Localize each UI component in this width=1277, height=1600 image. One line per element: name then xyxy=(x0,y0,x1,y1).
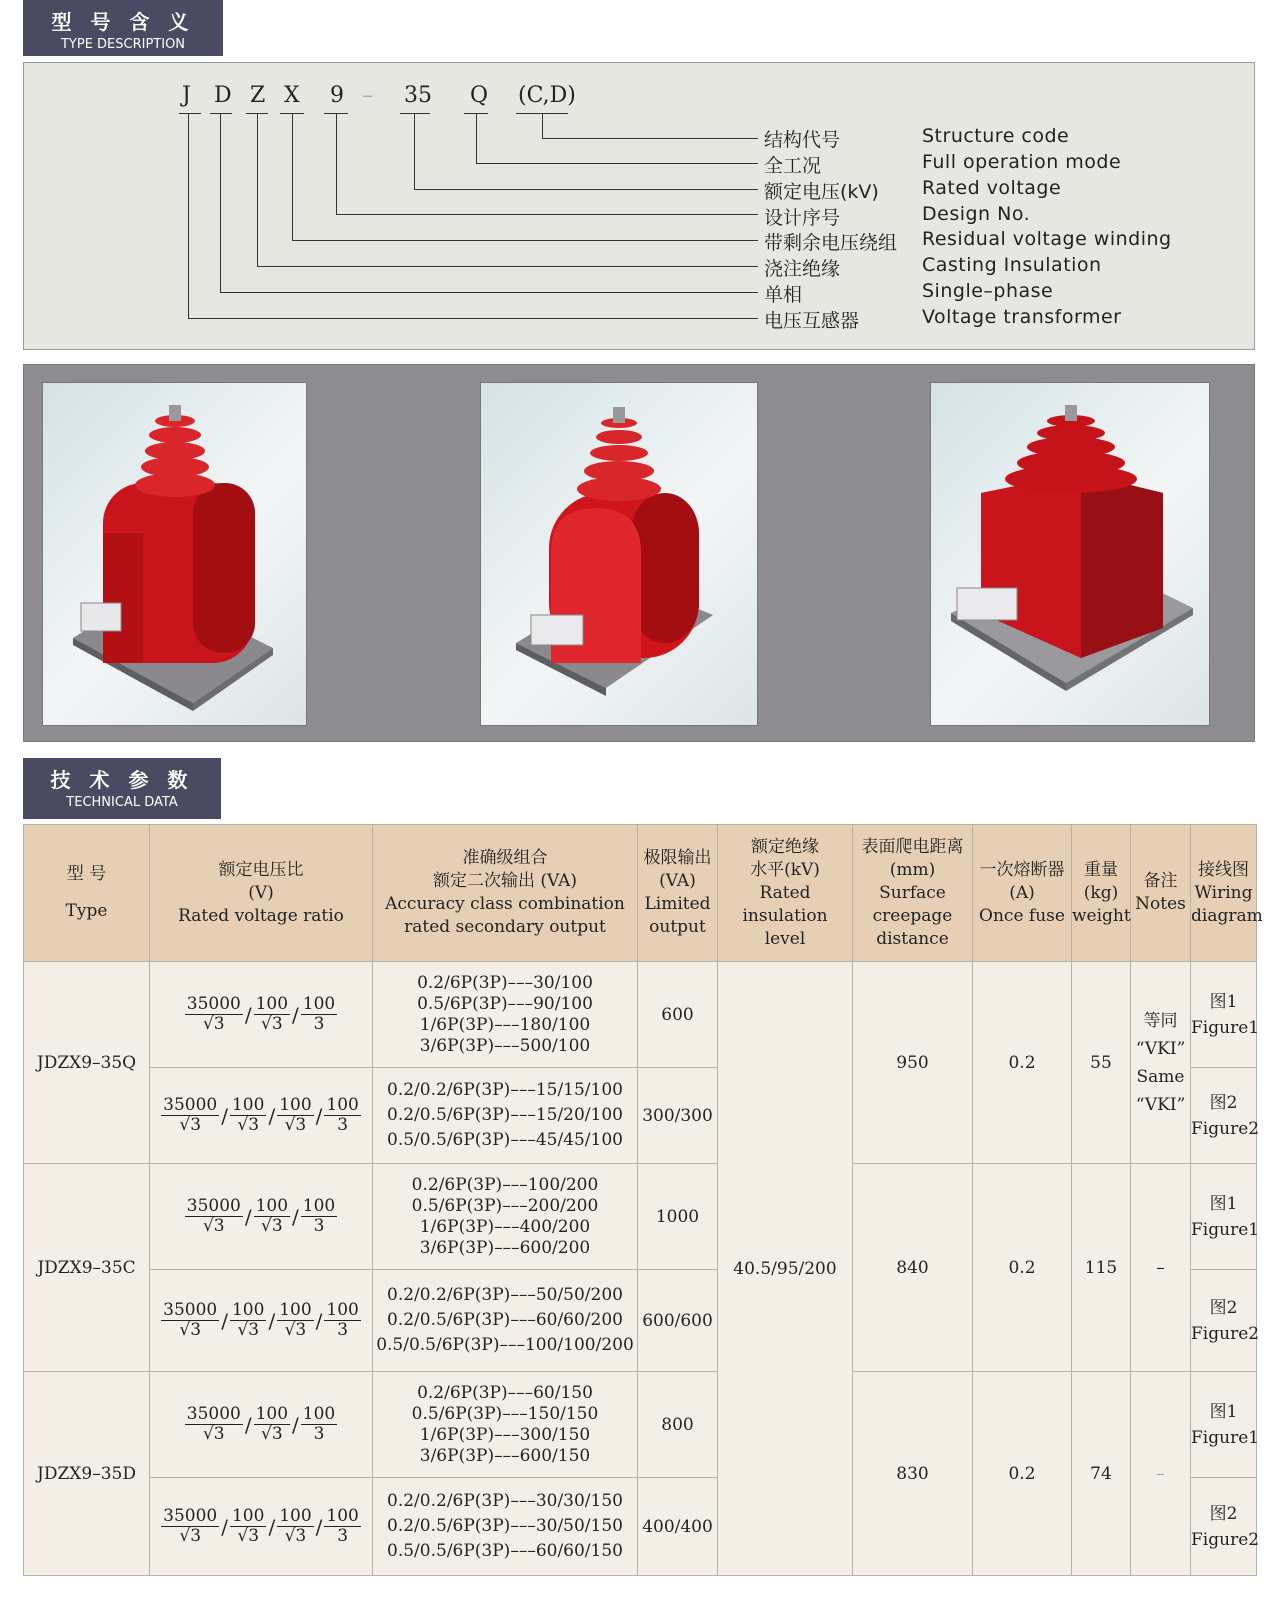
accuracy-cell: 0.2/6P(3P)–––100/200 0.5/6P(3P)–––200/200 1/6P(3P)–––400/200 3/6P(3P)–––600/200 xyxy=(373,1164,638,1270)
insulation-level-cell: 40.5/95/200 xyxy=(718,962,853,1576)
wiring-diagram-link[interactable]: 图1 Figure1 xyxy=(1191,962,1257,1068)
accuracy-cell: 0.2/0.2/6P(3P)–––30/30/150 0.2/0.5/6P(3P)–––30/50/150 0.5/0.5/6P(3P)–––60/60/150 xyxy=(373,1478,638,1576)
code-letter-z: Z xyxy=(250,83,266,108)
limited-output-cell: 1000 xyxy=(638,1164,718,1270)
model-type-cell: JDZX9–35Q xyxy=(24,962,150,1164)
product-photo-c xyxy=(480,382,758,726)
legend-full-operation-cn: 全工况 xyxy=(764,155,822,177)
code-variant-cd: (C,D) xyxy=(518,83,576,108)
ratio-four-term: $\frac{35000}{√3}$ / $\frac{100}{√3}$ / $\frac{100}{√3}$ / $\frac{100}{3}$ xyxy=(150,1478,373,1576)
transformer-d-image xyxy=(931,383,1210,726)
limited-output-cell: 600/600 xyxy=(638,1270,718,1372)
code-letter-j: J xyxy=(182,83,191,108)
code-voltage-35: 35 xyxy=(404,83,432,108)
col-header-weight: 重量 (kg) weight xyxy=(1072,825,1131,962)
legend-single-phase-cn: 单相 xyxy=(764,284,803,306)
type-designation-diagram xyxy=(23,62,1255,350)
type-description-title-cn: 型 号 含 义 xyxy=(51,10,195,34)
limited-output-cell: 400/400 xyxy=(638,1478,718,1576)
notes-cell: – xyxy=(1131,1164,1191,1372)
technical-data-header xyxy=(23,758,221,819)
code-letter-d: D xyxy=(214,83,232,108)
code-digit-9: 9 xyxy=(330,83,344,108)
product-photo-q xyxy=(42,382,307,726)
technical-data-title-cn: 技 术 参 数 xyxy=(50,768,194,792)
product-photo-d xyxy=(930,382,1210,726)
technical-data-table xyxy=(23,824,1263,1576)
fuse-cell: 0.2 xyxy=(973,1372,1072,1576)
fuse-cell: 0.2 xyxy=(973,962,1072,1164)
wiring-diagram-link[interactable]: 图1 Figure1 xyxy=(1191,1164,1257,1270)
accuracy-cell: 0.2/6P(3P)–––60/150 0.5/6P(3P)–––150/150 1/6P(3P)–––300/150 3/6P(3P)–––600/150 xyxy=(373,1372,638,1478)
col-header-ratio: 额定电压比 (V) Rated voltage ratio xyxy=(150,825,373,962)
table-row xyxy=(24,962,1257,1068)
accuracy-cell: 0.2/0.2/6P(3P)–––50/50/200 0.2/0.5/6P(3P)–––60/60/200 0.5/0.5/6P(3P)–––100/100/200 xyxy=(373,1270,638,1372)
col-header-fuse: 一次熔断器 (A) Once fuse xyxy=(973,825,1072,962)
legend-design-no-cn: 设计序号 xyxy=(764,207,841,229)
wiring-diagram-link[interactable]: 图2 Figure2 xyxy=(1191,1270,1257,1372)
notes-cell: 等同 “VKI” Same “VKI” xyxy=(1131,962,1191,1164)
ratio-three-term: $\frac{35000}{√3}$ / $\frac{100}{√3}$ / $\frac{100}{3}$ xyxy=(150,1164,373,1270)
legend-voltage-transformer-cn: 电压互感器 xyxy=(764,310,860,332)
technical-data-title-en: TECHNICAL DATA xyxy=(66,795,178,810)
ratio-three-term: $\frac{35000}{√3}$ / $\frac{100}{√3}$ / $\frac{100}{3}$ xyxy=(150,962,373,1068)
code-letter-x: X xyxy=(284,83,300,108)
weight-cell: 74 xyxy=(1072,1372,1131,1576)
creepage-cell: 950 xyxy=(853,962,973,1164)
transformer-c-image xyxy=(481,383,758,726)
transformer-q-image xyxy=(43,383,307,726)
legend-rated-voltage-en: Rated voltage xyxy=(922,177,1062,199)
col-header-limited-output: 极限输出 (VA) Limited output xyxy=(638,825,718,962)
ratio-four-term: $\frac{35000}{√3}$ / $\frac{100}{√3}$ / $\frac{100}{√3}$ / $\frac{100}{3}$ xyxy=(150,1068,373,1164)
legend-structure-code-en: Structure code xyxy=(922,125,1070,147)
legend-structure-code-cn: 结构代号 xyxy=(764,129,841,151)
legend-residual-voltage-cn: 带剩余电压绕组 xyxy=(764,232,898,254)
wiring-diagram-link[interactable]: 图2 Figure2 xyxy=(1191,1478,1257,1576)
wiring-diagram-link[interactable]: 图1 Figure1 xyxy=(1191,1372,1257,1478)
model-type-cell: JDZX9–35D xyxy=(24,1372,150,1576)
legend-residual-voltage-en: Residual voltage winding xyxy=(922,228,1172,250)
legend-rated-voltage-cn: 额定电压(kV) xyxy=(764,181,879,203)
limited-output-cell: 300/300 xyxy=(638,1068,718,1164)
model-type-cell: JDZX9–35C xyxy=(24,1164,150,1372)
table-row xyxy=(24,1164,1257,1270)
legend-full-operation-en: Full operation mode xyxy=(922,151,1122,173)
creepage-cell: 840 xyxy=(853,1164,973,1372)
limited-output-cell: 600 xyxy=(638,962,718,1068)
accuracy-cell: 0.2/0.2/6P(3P)–––15/15/100 0.2/0.5/6P(3P)–––15/20/100 0.5/0.5/6P(3P)–––45/45/100 xyxy=(373,1068,638,1164)
legend-design-no-en: Design No. xyxy=(922,203,1031,225)
col-header-wiring: 接线图 Wiring diagram xyxy=(1191,825,1257,962)
wiring-diagram-link[interactable]: 图2 Figure2 xyxy=(1191,1068,1257,1164)
weight-cell: 55 xyxy=(1072,962,1131,1164)
accuracy-cell: 0.2/6P(3P)–––30/100 0.5/6P(3P)–––90/100 1/6P(3P)–––180/100 3/6P(3P)–––500/100 xyxy=(373,962,638,1068)
notes-cell: – xyxy=(1131,1372,1191,1576)
creepage-cell: 830 xyxy=(853,1372,973,1576)
legend-single-phase-en: Single–phase xyxy=(922,280,1054,302)
code-letter-q: Q xyxy=(470,83,489,108)
type-description-title-en: TYPE DESCRIPTION xyxy=(60,37,186,52)
col-header-type: 型 号 Type xyxy=(24,825,150,962)
limited-output-cell: 800 xyxy=(638,1372,718,1478)
legend-casting-insulation-en: Casting Insulation xyxy=(922,254,1102,276)
legend-voltage-transformer-en: Voltage transformer xyxy=(922,306,1122,328)
table-row xyxy=(24,1372,1257,1478)
ratio-three-term: $\frac{35000}{√3}$ / $\frac{100}{√3}$ / $\frac{100}{3}$ xyxy=(150,1372,373,1478)
legend-casting-insulation-cn: 浇注绝缘 xyxy=(764,258,841,280)
col-header-notes: 备注 Notes xyxy=(1131,825,1191,962)
weight-cell: 115 xyxy=(1072,1164,1131,1372)
type-description-header xyxy=(23,0,223,56)
code-dash: – xyxy=(362,83,373,108)
ratio-four-term: $\frac{35000}{√3}$ / $\frac{100}{√3}$ / $\frac{100}{√3}$ / $\frac{100}{3}$ xyxy=(150,1270,373,1372)
fuse-cell: 0.2 xyxy=(973,1164,1072,1372)
col-header-accuracy: 准确级组合 额定二次输出 (VA) Accuracy class combination rated secondary output xyxy=(373,825,638,962)
col-header-insulation: 额定绝缘 水平(kV) Rated insulation level xyxy=(718,825,853,962)
product-photo-strip xyxy=(23,364,1255,742)
col-header-creepage: 表面爬电距离 (mm) Surface creepage distance xyxy=(853,825,973,962)
